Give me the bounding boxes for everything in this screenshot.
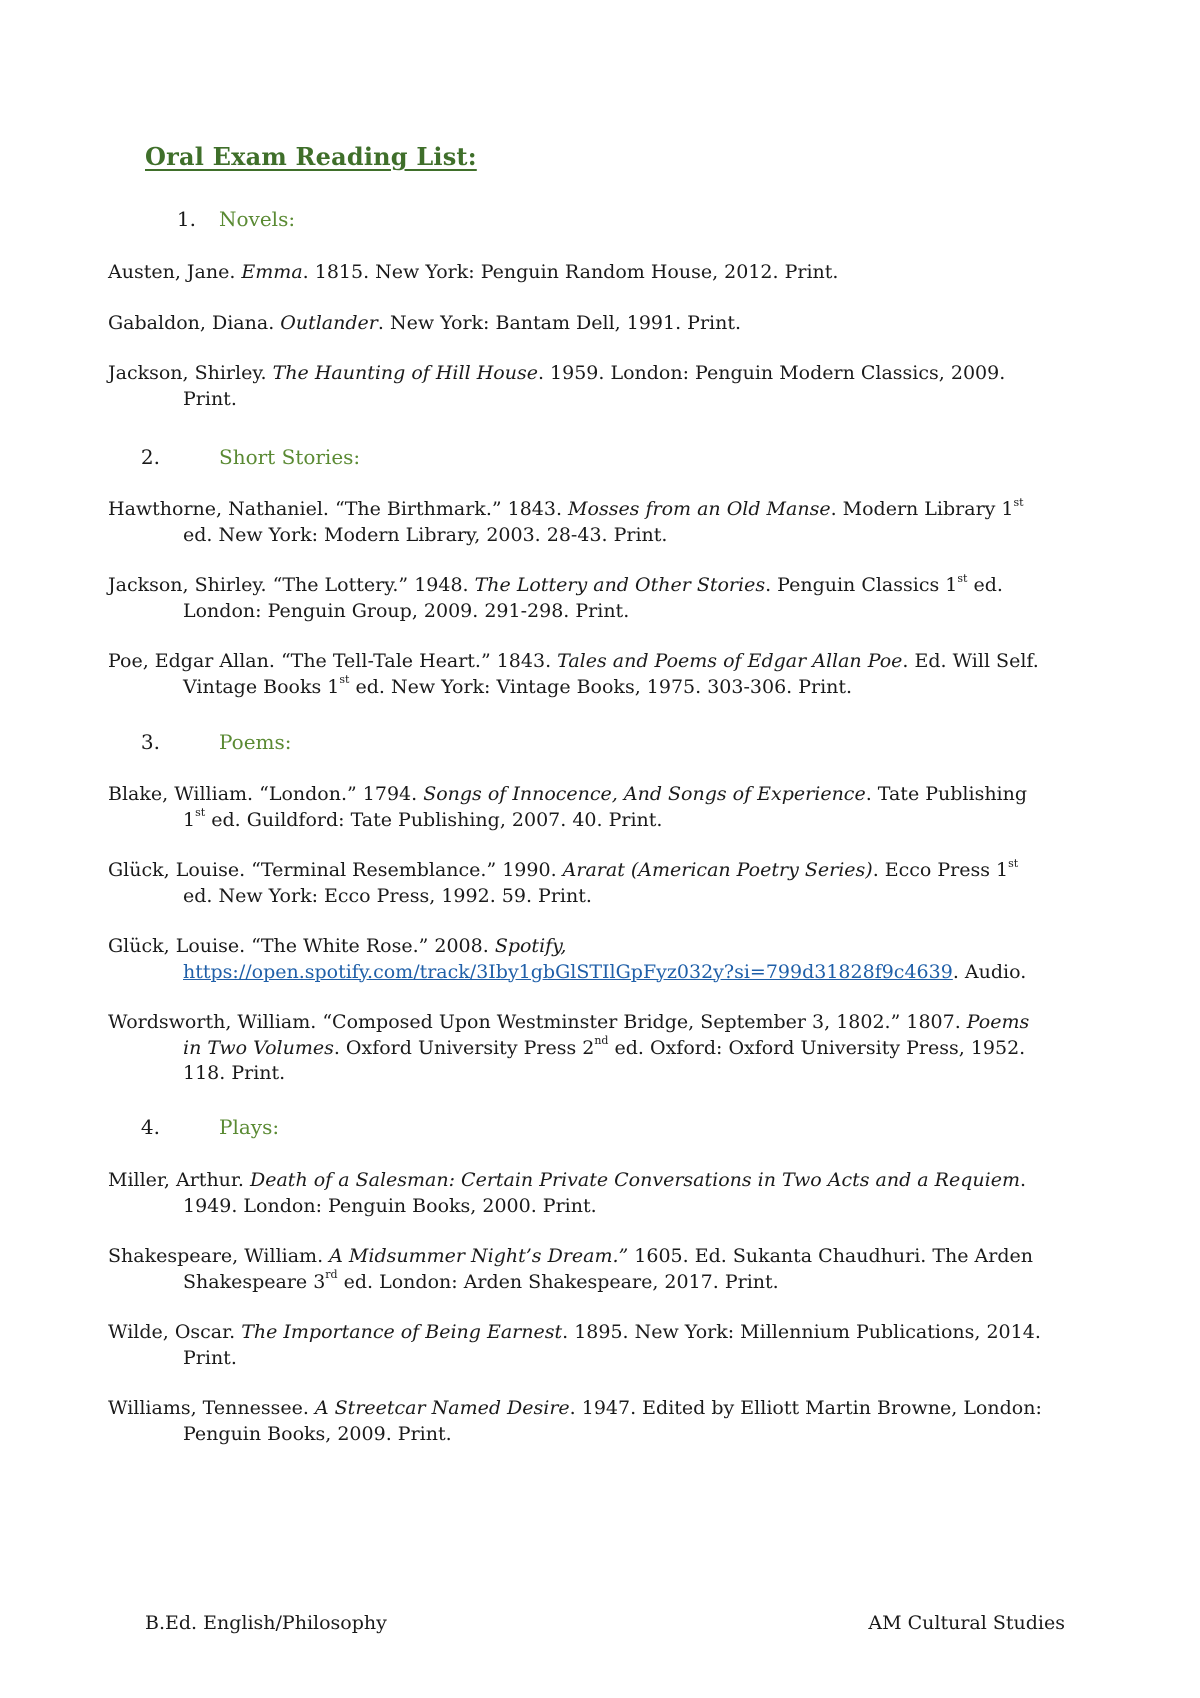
citation-text: . 1815. New York: Penguin Random House, 2012. Print. xyxy=(302,261,839,283)
citation-text: ed. New York: Vintage Books, 1975. 303-306. Print. xyxy=(349,675,853,698)
section-heading xyxy=(0,730,1200,758)
citation-text: Glück, Louise. “The White Rose.” 2008. xyxy=(108,935,495,957)
footer-left: B.Ed. English/Philosophy xyxy=(145,1612,387,1634)
citation-link[interactable]: https://open.spotify.com/track/3Iby1gbGlSTIlGpFyz032y?si=799d31828f9c4639 xyxy=(183,960,953,983)
citation-title: Poems in Two Volumes xyxy=(183,1011,1030,1059)
section-plays xyxy=(0,1115,1200,1143)
citation-text: . Tate Publishing 1 xyxy=(183,783,1028,831)
citation-text: ed. Oxford: Oxford University Press, 1952. 118. Print. xyxy=(183,1036,1026,1084)
citation-text: Blake, William. “London.” 1794. xyxy=(108,783,424,805)
section-heading xyxy=(0,1115,1200,1143)
section-number: 4. xyxy=(140,1115,160,1139)
citation-entry xyxy=(0,1010,1053,1087)
citation-entry xyxy=(0,782,1053,833)
section-label: Plays: xyxy=(219,1115,280,1139)
citation-text: . 1949. London: Penguin Books, 2000. Print. xyxy=(183,1169,1027,1217)
citation-title: A Midsummer Night’s Dream.” xyxy=(329,1245,629,1267)
citation-title: Tales and Poems of Edgar Allan Poe xyxy=(557,650,903,672)
section-short-stories xyxy=(0,445,1200,473)
section-label: Short Stories: xyxy=(219,445,361,469)
ordinal-suffix: st xyxy=(195,806,206,820)
citation-title: The Haunting of Hill House xyxy=(272,362,538,384)
citation-title: Spotify, xyxy=(494,935,567,957)
citation-entry xyxy=(0,858,1053,909)
citation-title: The Lottery and Other Stories xyxy=(474,574,766,596)
citation-text: ed. Guildford: Tate Publishing, 2007. 40. Print. xyxy=(205,808,663,831)
section-number: 2. xyxy=(140,445,160,469)
citation-text: Gabaldon, Diana. xyxy=(108,311,281,334)
citation-text: . 1959. London: Penguin Modern Classics, 2009. Print. xyxy=(183,362,1006,410)
ordinal-suffix: st xyxy=(1008,856,1019,870)
citation-text: Austen, Jane. xyxy=(108,261,242,283)
citation-text: Wilde, Oscar. xyxy=(108,1321,242,1343)
citation-title: The Importance of Being Earnest xyxy=(241,1321,563,1343)
citation-entry xyxy=(0,260,1053,286)
citation-text: ed. New York: Modern Library, 2003. 28-43. Print. xyxy=(183,523,668,546)
section-novels xyxy=(0,207,1200,235)
citation-entry xyxy=(0,497,1053,548)
section-label: Poems: xyxy=(219,730,292,754)
citation-title: Emma xyxy=(241,261,303,283)
section-label: Novels: xyxy=(219,207,296,231)
citation-title: Ararat (American Poetry Series) xyxy=(562,859,873,881)
citation-text: Miller, Arthur. xyxy=(108,1169,250,1191)
citation-title: A Streetcar Named Desire xyxy=(314,1397,570,1419)
citation-text: . Modern Library 1 xyxy=(830,498,1014,520)
citation-text: Glück, Louise. “Terminal Resemblance.” 1990. xyxy=(108,859,563,881)
citation-entry xyxy=(0,1320,1053,1371)
citation-text: Wordsworth, William. “Composed Upon Westminster Bridge, September 3, 1802.” 1807. xyxy=(108,1011,967,1033)
citation-text: . Audio. xyxy=(952,960,1027,983)
citation-text: Poe, Edgar Allan. “The Tell-Tale Heart.” 1843. xyxy=(108,650,558,672)
citation-text: . Oxford University Press 2 xyxy=(333,1036,595,1059)
citation-text: . Penguin Classics 1 xyxy=(765,574,958,596)
ordinal-suffix: rd xyxy=(325,1268,338,1282)
citation-text: . 1895. New York: Millennium Publications, 2014. Print. xyxy=(183,1321,1041,1369)
entry-list xyxy=(0,782,1053,1087)
citation-text: ed. London: Arden Shakespeare, 2017. Print. xyxy=(337,1270,779,1293)
entry-list xyxy=(0,260,1053,412)
citation-title: Songs of Innocence, And Songs of Experience xyxy=(423,783,866,805)
page-title: Oral Exam Reading List: xyxy=(145,142,477,171)
section-heading xyxy=(0,207,1200,235)
ordinal-suffix: st xyxy=(957,571,968,585)
page-footer xyxy=(145,1612,1065,1634)
citation-entry xyxy=(0,1168,1053,1219)
citation-text: . 1947. Edited by Elliott Martin Browne, London: Penguin Books, 2009. Print. xyxy=(183,1397,1042,1445)
citation-text: Jackson, Shirley. xyxy=(108,362,273,384)
citation-title: Death of a Salesman: Certain Private Conversations in Two Acts and a Requiem xyxy=(250,1169,1020,1191)
footer-right: AM Cultural Studies xyxy=(868,1612,1065,1634)
citation-text: Hawthorne, Nathaniel. “The Birthmark.” 1843. xyxy=(108,498,569,520)
citation-entry xyxy=(0,1396,1053,1447)
entry-list xyxy=(0,1168,1053,1447)
citation-title: Mosses from an Old Manse xyxy=(568,498,831,520)
citation-text: ed. New York: Ecco Press, 1992. 59. Print. xyxy=(183,884,592,907)
citation-entry xyxy=(0,649,1053,700)
entry-list xyxy=(0,497,1053,700)
citation-entry xyxy=(0,934,1053,985)
citation-text: 1605. Ed. Sukanta Chaudhuri. The Arden Shakespeare 3 xyxy=(183,1245,1034,1293)
citation-text: . Ed. Will Self. Vintage Books 1 xyxy=(183,650,1039,698)
citation-text: Williams, Tennessee. xyxy=(108,1397,315,1419)
section-poems xyxy=(0,730,1200,758)
citation-entry xyxy=(0,361,1053,412)
section-heading xyxy=(0,445,1200,473)
citation-text: Jackson, Shirley. “The Lottery.” 1948. xyxy=(108,574,475,596)
citation-title: Outlander xyxy=(280,311,378,334)
citation-entry xyxy=(0,311,1053,337)
citation-text: . Ecco Press 1 xyxy=(872,859,1009,881)
ordinal-suffix: st xyxy=(339,673,350,687)
citation-entry xyxy=(0,573,1053,624)
citation-text: ed. London: Penguin Group, 2009. 291-298. Print. xyxy=(183,574,1003,622)
citation-text: . New York: Bantam Dell, 1991. Print. xyxy=(377,311,742,334)
section-number: 3. xyxy=(140,730,160,754)
citation-text: Shakespeare, William. xyxy=(108,1245,330,1267)
citation-entry xyxy=(0,1244,1053,1295)
ordinal-suffix: st xyxy=(1013,495,1024,509)
ordinal-suffix: nd xyxy=(594,1034,609,1048)
section-number: 1. xyxy=(176,207,196,231)
